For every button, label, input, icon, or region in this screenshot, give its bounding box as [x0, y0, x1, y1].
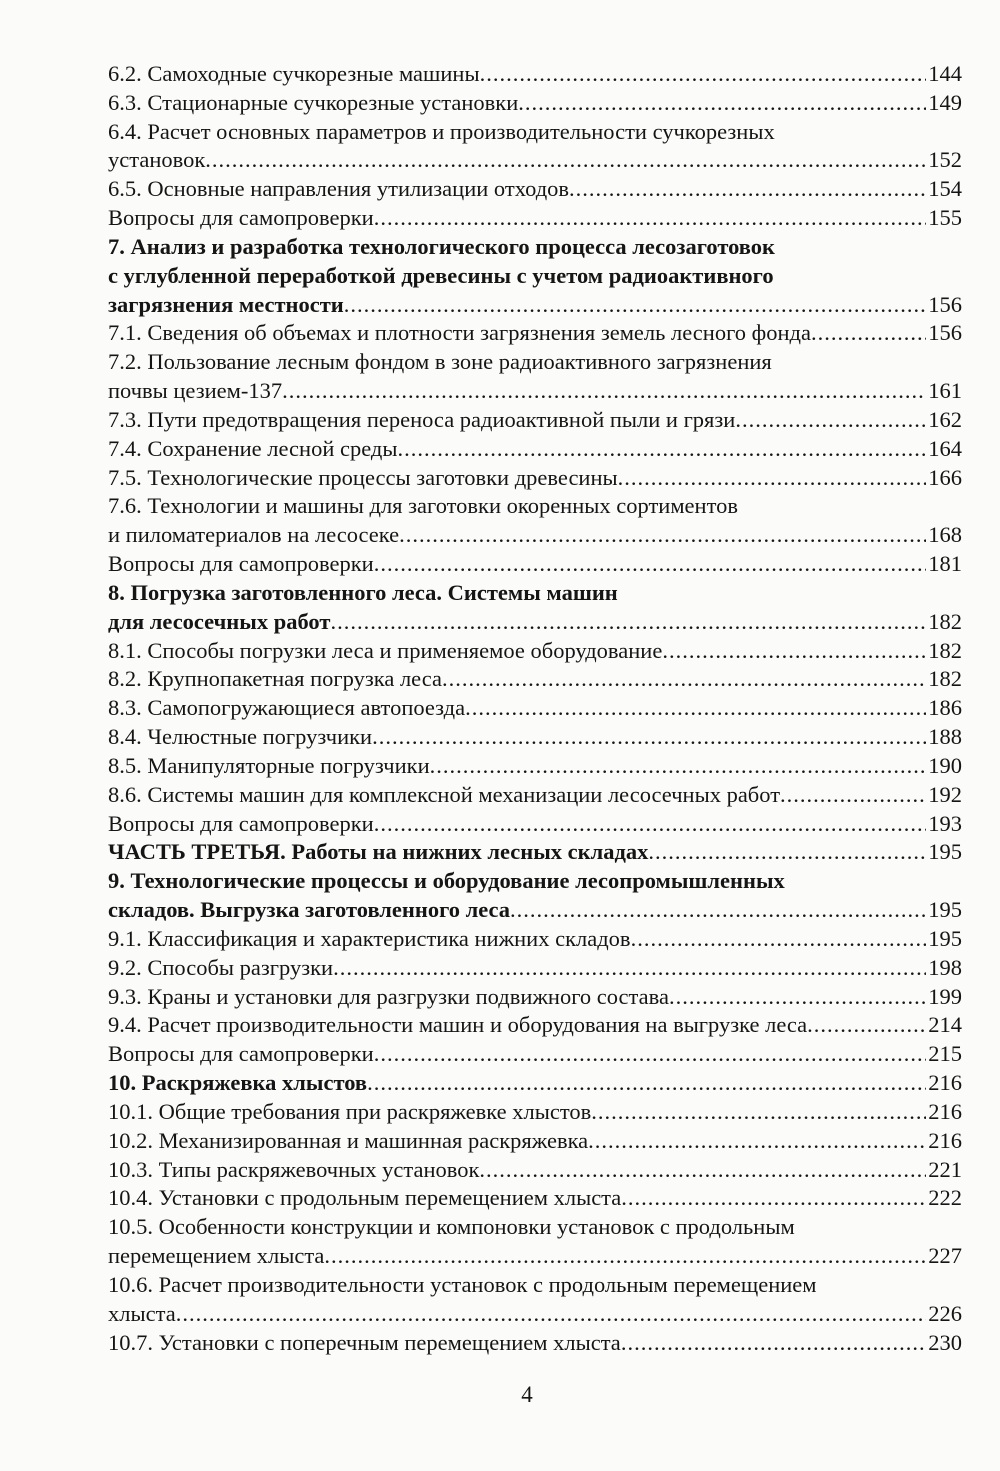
- toc-entry: [108, 1213, 962, 1271]
- toc-entry: [108, 319, 962, 348]
- toc-page-number: 221: [928, 1156, 962, 1182]
- toc-page-number: 198: [928, 954, 962, 980]
- toc-entry-title: 10.7. Установки с поперечным перемещением хлыста: [108, 1329, 621, 1355]
- toc-entry-title: Вопросы для самопроверки: [108, 205, 374, 231]
- dot-leader: [621, 1184, 926, 1212]
- toc-page-number: 195: [928, 925, 962, 951]
- toc-entry: [108, 954, 962, 983]
- toc-entry-title: перемещением хлыста: [108, 1243, 325, 1269]
- dot-leader: [442, 665, 926, 693]
- toc-entry-title: 8. Погрузка заготовленного леса. Системы машин: [108, 579, 618, 605]
- toc-entry-title: 6.2. Самоходные сучкорезные машины: [108, 61, 480, 86]
- toc-entry-title: 8.2. Крупнопакетная погрузка леса: [108, 666, 442, 692]
- toc-entry: [108, 204, 962, 233]
- toc-page-number: 216: [928, 1070, 962, 1096]
- toc-entry: [108, 1271, 962, 1329]
- dot-leader: [662, 637, 926, 665]
- toc-entry-title: 8.4. Челюстные погрузчики: [108, 724, 373, 750]
- dot-leader: [618, 464, 927, 492]
- toc-page-number: 168: [928, 522, 962, 548]
- toc-page-number: 190: [928, 752, 962, 778]
- dot-leader: [648, 838, 926, 866]
- toc-entry-title: Вопросы для самопроверки: [108, 551, 374, 577]
- toc-page-number: 166: [928, 464, 962, 490]
- toc-entry: [108, 1127, 962, 1156]
- toc-page-number: 214: [928, 1012, 962, 1038]
- toc-entry-title: 6.4. Расчет основных параметров и производительности сучкорезных: [108, 118, 775, 144]
- toc-entry-title: для лесосечных работ: [108, 608, 331, 634]
- toc-entry: [108, 1156, 962, 1185]
- dot-leader: [588, 1127, 926, 1155]
- toc-entry: [108, 60, 962, 89]
- dot-leader: [631, 925, 927, 953]
- toc-entry: [108, 550, 962, 579]
- dot-leader: [282, 377, 926, 405]
- dot-leader: [479, 1156, 926, 1184]
- toc-entry: [108, 1040, 962, 1069]
- toc-entry: [108, 1329, 962, 1358]
- toc-entry-title: складов. Выгрузка заготовленного леса: [108, 897, 511, 923]
- toc-page-number: 181: [928, 551, 962, 577]
- toc-page-number: 195: [928, 897, 962, 923]
- toc-entry-title: 6.5. Основные направления утилизации отходов: [108, 176, 570, 202]
- toc-entry: [108, 579, 962, 637]
- dot-leader: [374, 810, 927, 838]
- toc-entry-title: ЧАСТЬ ТРЕТЬЯ. Работы на нижних лесных складах: [108, 839, 649, 865]
- dot-leader: [621, 1329, 926, 1357]
- toc-entry-title: 7.3. Пути предотвращения переноса радиоактивной пыли и грязи: [108, 406, 736, 432]
- toc-entry-title: 8.1. Способы погрузки леса и применяемое оборудование: [108, 637, 663, 663]
- toc-entry-title: почвы цезием-137: [108, 378, 283, 404]
- dot-leader: [330, 608, 926, 636]
- toc-page-number: 162: [928, 406, 962, 432]
- toc-page-number: 216: [928, 1098, 962, 1124]
- toc-page-number: 154: [928, 176, 962, 202]
- dot-leader: [399, 521, 926, 549]
- toc-page-number: 182: [928, 608, 962, 634]
- toc-entry: [108, 723, 962, 752]
- toc-entry: [108, 781, 962, 810]
- toc-entry-title: 7.2. Пользование лесным фондом в зоне радиоактивного загрязнения: [108, 349, 772, 375]
- toc-entry: [108, 1069, 962, 1098]
- toc-entry-title: 8.3. Самопогружающиеся автопоезда: [108, 695, 466, 721]
- toc-entry-title: 7.5. Технологические процессы заготовки древесины: [108, 464, 618, 490]
- toc-entry-title: и пиломатериалов на лесосеке: [108, 522, 400, 548]
- dot-leader: [591, 1098, 926, 1126]
- dot-leader: [669, 983, 926, 1011]
- dot-leader: [205, 146, 926, 174]
- toc-page-number: 193: [928, 810, 962, 836]
- toc-entry-title: 7.6. Технологии и машины для заготовки окоренных сортиментов: [108, 493, 738, 519]
- dot-leader: [735, 406, 926, 434]
- toc-entry-title: 10.5. Особенности конструкции и компоновки установок с продольным: [108, 1214, 795, 1240]
- dot-leader: [569, 175, 926, 203]
- toc-entry-title: Вопросы для самопроверки: [108, 1041, 374, 1067]
- toc-entry-title: загрязнения местности: [108, 291, 344, 317]
- toc-page-number: 216: [928, 1127, 962, 1153]
- dot-leader: [510, 896, 926, 924]
- toc-entry: [108, 435, 962, 464]
- toc-entry-title: 6.3. Стационарные сучкорезные установки: [108, 89, 519, 115]
- dot-leader: [807, 1011, 926, 1039]
- toc-entry: [108, 118, 962, 176]
- toc-entry-title: 9. Технологические процессы и оборудование лесопромышленных: [108, 868, 785, 894]
- toc-entry-title: установок: [108, 147, 206, 173]
- toc-entry: [108, 492, 962, 550]
- toc-entry-title: 9.2. Способы разгрузки: [108, 954, 334, 980]
- toc-entry: [108, 89, 962, 118]
- toc-page-number: 215: [928, 1041, 962, 1067]
- dot-leader: [374, 1040, 927, 1068]
- toc-page-number: 161: [928, 378, 962, 404]
- toc-entry-title: 8.5. Манипуляторные погрузчики: [108, 752, 430, 778]
- toc-page-number: 192: [928, 781, 962, 807]
- toc-entry-title: 10.4. Установки с продольным перемещением хлыста: [108, 1185, 622, 1211]
- dot-leader: [324, 1242, 926, 1270]
- toc-entry: [108, 838, 962, 867]
- toc-page-number: 182: [928, 637, 962, 663]
- toc-page-number: 226: [928, 1300, 962, 1326]
- toc-page-number: 155: [928, 205, 962, 231]
- toc-entry: [108, 665, 962, 694]
- toc-entry: [108, 694, 962, 723]
- toc-entry: [108, 925, 962, 954]
- dot-leader: [518, 89, 926, 117]
- toc-entry-title: 9.1. Классификация и характеристика нижних складов: [108, 925, 631, 951]
- dot-leader: [430, 752, 927, 780]
- toc-entry: [108, 1184, 962, 1213]
- toc-entry-title: 10.2. Механизированная и машинная раскряжевка: [108, 1127, 589, 1153]
- toc-entry-title: 9.4. Расчет производительности машин и оборудования на выгрузке леса: [108, 1012, 808, 1038]
- toc-page-number: 227: [928, 1243, 962, 1269]
- dot-leader: [372, 723, 926, 751]
- dot-leader: [480, 60, 927, 88]
- toc-entry-title: 8.6. Системы машин для комплексной механизации лесосечных работ: [108, 781, 781, 807]
- toc-page-number: 149: [928, 89, 962, 115]
- toc-page-number: 156: [928, 320, 962, 346]
- toc-entry-title: 10. Раскряжевка хлыстов: [108, 1070, 368, 1096]
- toc-page-number: 230: [928, 1329, 962, 1355]
- toc-entry: [108, 1011, 962, 1040]
- toc-entry: [108, 464, 962, 493]
- toc-page-number: 164: [928, 435, 962, 461]
- toc-entry-title: 7.4. Сохранение лесной среды: [108, 435, 398, 461]
- toc-entry: [108, 983, 962, 1012]
- dot-leader: [811, 319, 926, 347]
- toc-entry-title: 7. Анализ и разработка технологического процесса лесозаготовок: [108, 233, 775, 259]
- toc-page-number: 222: [928, 1185, 962, 1211]
- toc-entry: [108, 867, 962, 925]
- toc-entry-title: 10.3. Типы раскряжевочных установок: [108, 1156, 480, 1182]
- toc-entry-title: 10.6. Расчет производительности установок с продольным перемещением: [108, 1271, 817, 1297]
- toc-entry-title: хлыста: [108, 1300, 176, 1326]
- toc-entry: [108, 175, 962, 204]
- dot-leader: [374, 204, 927, 232]
- toc-entry-title: 9.3. Краны и установки для разгрузки подвижного состава: [108, 983, 669, 1009]
- dot-leader: [176, 1300, 927, 1328]
- toc-page-number: 152: [928, 147, 962, 173]
- toc-entry-title: Вопросы для самопроверки: [108, 810, 374, 836]
- page-number: 4: [521, 1382, 533, 1407]
- dot-leader: [780, 781, 926, 809]
- toc-page-number: 182: [928, 666, 962, 692]
- toc-entry: [108, 1098, 962, 1127]
- dot-leader: [374, 550, 927, 578]
- toc-entry-title: 10.1. Общие требования при раскряжевке хлыстов: [108, 1098, 592, 1124]
- toc-entry: [108, 637, 962, 666]
- toc-entry-title: 7.1. Сведения об объемах и плотности загрязнения земель лесного фонда: [108, 320, 811, 346]
- dot-leader: [367, 1069, 926, 1097]
- toc-page-number: 156: [928, 291, 962, 317]
- toc-page-number: 195: [928, 839, 962, 865]
- toc-page-number: 199: [928, 983, 962, 1009]
- toc-entry: [108, 810, 962, 839]
- toc-page-number: 144: [928, 61, 962, 86]
- dot-leader: [465, 694, 926, 722]
- dot-leader: [344, 291, 926, 319]
- toc-entry-title: с углубленной переработкой древесины с учетом радиоактивного: [108, 262, 774, 288]
- toc-entry: [108, 348, 962, 406]
- toc-page-number: 188: [928, 724, 962, 750]
- toc-page-number: 186: [928, 695, 962, 721]
- toc-entry: [108, 233, 962, 319]
- toc-entry: [108, 406, 962, 435]
- dot-leader: [333, 954, 926, 982]
- toc-entry: [108, 752, 962, 781]
- dot-leader: [398, 435, 927, 463]
